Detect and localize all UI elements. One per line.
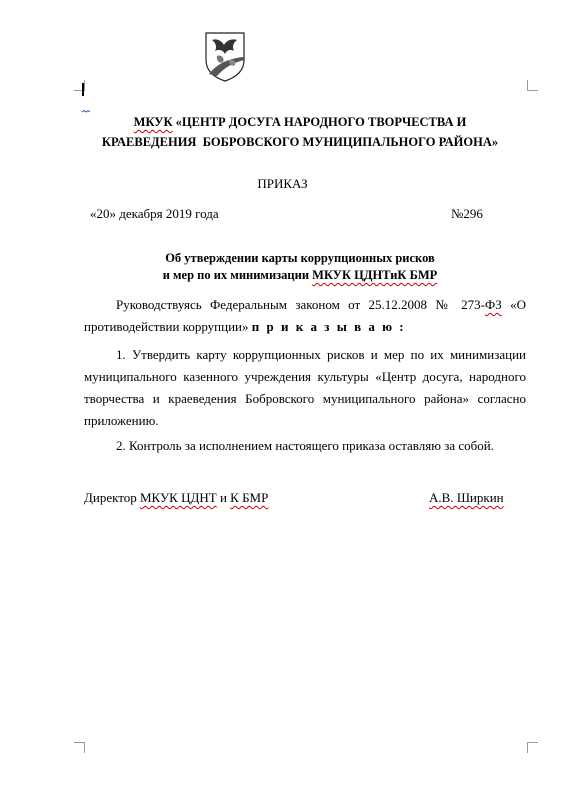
subject-text: и мер по их минимизации — [162, 268, 313, 282]
spellcheck-word: А.В. — [429, 490, 457, 505]
basis-paragraph — [84, 294, 526, 338]
page-corner-mark-bottom-right — [527, 742, 538, 753]
signature-text: Директор — [84, 490, 140, 505]
page-corner-mark-top-right — [527, 80, 538, 91]
spellcheck-word: МКУК ЦДНТ — [140, 490, 217, 505]
order-title: ПРИКАЗ — [257, 176, 308, 191]
basis-text-continued: «О противодействии коррупции» — [84, 297, 527, 334]
subject-line2 — [60, 267, 540, 284]
signature-position — [84, 490, 268, 506]
order-item-2: 2. Контроль за исполнением настоящего приказа оставляю за собой. — [116, 438, 494, 453]
order-number: №296 — [451, 206, 483, 221]
spellcheck-word: К БМР — [230, 490, 269, 505]
subject-line1: Об утверждении карты коррупционных рисков — [165, 251, 435, 265]
order-item-1: 1. Утвердить карту коррупционных рисков и мер по их минимизации муниципального казенного учреждения культуры «Центр досуга, народного творчества и краеведения Бобровского муниципального района» согласно приложению. — [84, 347, 526, 428]
signature-text: и — [216, 490, 231, 505]
organization-name-line1 — [60, 112, 540, 132]
spellcheck-word: МКУК — [133, 115, 173, 129]
spellcheck-word: МКУК ЦДНТиК БМР — [312, 268, 438, 282]
municipal-coat-of-arms-icon — [203, 30, 247, 82]
basis-text: Руководствуясь Федеральным законом от 25.12.2008 № 273- — [116, 297, 485, 312]
text-cursor — [82, 83, 84, 96]
organization-name-line2: КРАЕВЕДЕНИЯ БОБРОВСКОГО МУНИЦИПАЛЬНОГО РАЙОНА» — [101, 135, 499, 149]
order-verb: п р и к а з ы в а ю : — [251, 319, 406, 334]
spellcheck-word: Ширкин — [456, 490, 504, 505]
order-date: «20» декабря 2019 года — [90, 206, 219, 221]
organization-name-text: «ЦЕНТР ДОСУГА НАРОДНОГО ТВОРЧЕСТВА И — [172, 115, 467, 129]
spellcheck-word: ФЗ — [484, 297, 502, 312]
signer-name — [429, 490, 504, 506]
page-corner-mark-bottom-left — [74, 742, 85, 753]
